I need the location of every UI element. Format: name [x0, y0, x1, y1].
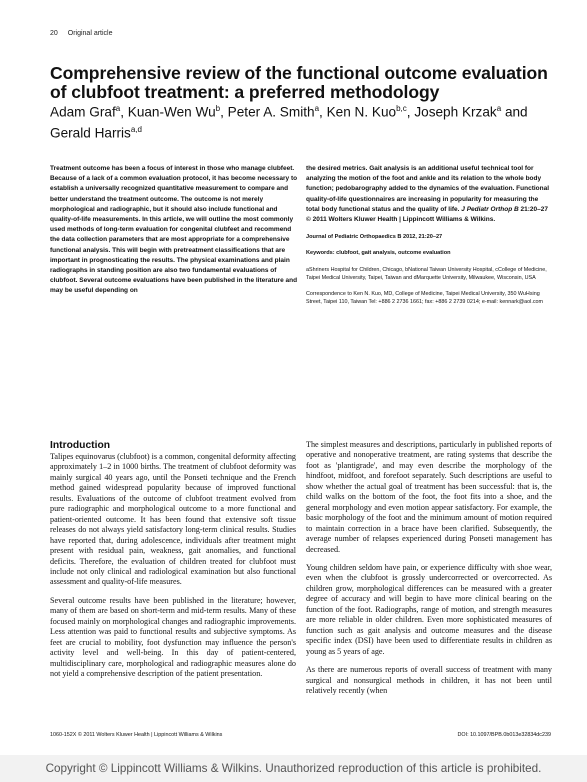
keywords: Keywords: clubfoot, gait analysis, outcome evaluation	[306, 250, 451, 257]
correspondence: Correspondence to Ken N. Kuo, MD, College of Medicine, Taipei Medical University, 350 WuHsing Street, Taipei 110, Taiwan Tel: +886 2 2736 1661; fax: +886 2 2739 0214; e-mail: kennark@aol.com	[306, 291, 544, 306]
footer-doi: DOI: 10.1097/BPB.0b013e32834dc239	[457, 732, 551, 738]
author-name: Ken N. Kuo	[326, 104, 397, 120]
abstract-citation-rest: 21:20–27 © 2011 Wolters Kluwer Health | Lippincott Williams & Wilkins.	[306, 205, 549, 224]
article-title: Comprehensive review of the functional outcome evaluation of clubfoot treatment: a preferred methodology	[50, 63, 548, 102]
body-paragraph: As there are numerous reports of overall success of treatment with many surgical and nonsurgical methods in children, it has not been until relatively recently (when	[306, 665, 552, 695]
author-affiliation: a	[115, 104, 121, 113]
body-paragraph: The simplest measures and descriptions, particularly in published reports of operative and nonoperative treatment, are rating systems that describe the foot as 'plantigrade', and may even describe the morphology of the hindfoot, midfoot, and forefoot separately. Such descriptions are useful to show whether the actual goal of treatment has been successful: that is, the child walks on the bottom of the foot, the foot fits into a shoe, and the general morphology and even motion appear satisfactory. For example, the basic morphology of the foot and the minimum amount of motion required to maintain correction in a brace have been clarified. Subsequently, the average number of relapses experienced during Ponseti management has decreased.	[306, 440, 552, 554]
author-affiliation: b,c	[396, 104, 407, 113]
body-paragraph: Several outcome results have been published in the literature; however, many of them are based on short-term and mid-term results. Many of these focused mainly on morphological changes and radiographic improvements. Less attention was paid to functional results and subjective symptoms. As feet are crucial to mobility, foot dysfunction may influence the person's activity level and well-being. In this day of patient-centered, multidisciplinary care, morphological and radiographic measures alone do not yield a comprehensive description of the patient presentation.	[50, 595, 296, 679]
author-name: Adam Graf	[50, 104, 116, 120]
body-right-column	[306, 440, 552, 704]
author-name: Kuan-Wen Wu	[127, 104, 216, 120]
author-name: Peter A. Smith	[227, 104, 315, 120]
author-name: and Gerald Harris	[50, 104, 528, 141]
author-affiliation: a,d	[130, 124, 142, 134]
author-affiliation: b	[215, 104, 221, 113]
journal-line: Journal of Pediatric Orthopaedics B 2012, 21:20–27	[306, 234, 443, 241]
page-footer	[50, 732, 551, 738]
footer-issn: 1060-152X © 2011 Wolters Kluwer Health | Lippincott Williams & Wilkins	[50, 732, 223, 738]
section-label: Original article	[67, 30, 113, 37]
abstract-right-column	[306, 164, 551, 306]
abstract-citation: J Pediatr Orthop B	[461, 205, 519, 213]
abstract-left: Treatment outcome has been a focus of interest in those who manage clubfeet. Because of a lack of a common evaluation protocol, it has become necessary to establish a universally recognized quantitative measurement to compare and better understand the treatment outcome. The outcome is not merely morphological and radiographic, but it should also include functional and quality-of-life measurements. In this article, we will outline the most commonly used methods of long-term evaluation for congenital clubfeet and recommend the data collection parameters that are most appropriate for a comprehensive functional analysis. This will begin with pretreatment classifications that are important in prognosticating the results. The physical examinations and plain radiographs in standing position are also two fundamental evaluations of clubfoot. Several outcome evaluations have been published in the literature and may be useful depending on	[50, 165, 298, 295]
abstract-continuation: the desired metrics. Gait analysis is an additional useful technical tool for analyzing the motion of the foot and ankle and its relation to the whole body function; pedobarography added to the dynamics of the evaluation. Functional quality-of-life questionnaires are increasing in popularity for measuring the total body functional status and the quality of life.	[306, 165, 550, 213]
author-name: Joseph Krzak	[414, 104, 497, 120]
copyright-banner: Copyright © Lippincott Williams & Wilkins. Unauthorized reproduction of this article is prohibited.	[0, 755, 587, 782]
running-header	[50, 30, 113, 37]
author-affiliation: a	[496, 104, 502, 113]
body-paragraph: Young children seldom have pain, or experience difficulty with shoe wear, even when the clubfoot is grossly undercorrected or overcorrected. As children grow, morphological differences can be measured with a greater degree of accuracy and will begin to have more clinical bearing on the function of the foot. Radiographs, range of motion, and strength measures are more reliable in older children. Even more sophisticated measures of function such as gait analysis and outcome measures and the disease specific index (DSI) have been used to differentiate results in children as young as 5 years of age.	[306, 562, 552, 656]
body-left-column	[50, 440, 296, 688]
intro-heading: Introduction	[50, 440, 111, 451]
body-paragraph: Talipes equinovarus (clubfoot) is a common, congenital deformity affecting approximately 1–2 in 1000 births. The treatment of clubfoot deformity was mainly surgical 40 years ago, until the Ponseti technique and the French method gained widespread popularity because of improved functional results. Evaluations of the outcome of clubfoot treatment evolved from pure radiographic and morphological outcome to a more functional and patient-oriented outcome. It has been found that extensive soft tissue releases do not always yield satisfactory long-term clinical results. Studies have reported that, during adolescence, individuals after treatment might present with residual pain, weakness, gait anomalies, and functional deficits. Therefore, the evaluation of children treated for clubfoot must include not only clinical and radiological examination but also functional assessment and quality-of-life measures.	[50, 452, 296, 587]
author-list: Adam Graf$^a$, Kuan-Wen Wu$^b$, Peter A. Smith$^a$, Ken N. Kuo$^{b,c}$, Joseph Krzak$^a$ and Gerald Harris$^{a,d}$	[50, 104, 528, 141]
page-number: 20	[50, 30, 58, 37]
abstract-right	[306, 164, 551, 225]
author-affiliation: a	[314, 104, 320, 113]
affiliations: aShriners Hospital for Children, Chicago, bNational Taiwan University Hospital, cCollege of Medicine, Taipei Medical University, Taipei, Taiwan and dMarquette University, Milwaukee, Wisconsin, USA	[306, 267, 547, 282]
